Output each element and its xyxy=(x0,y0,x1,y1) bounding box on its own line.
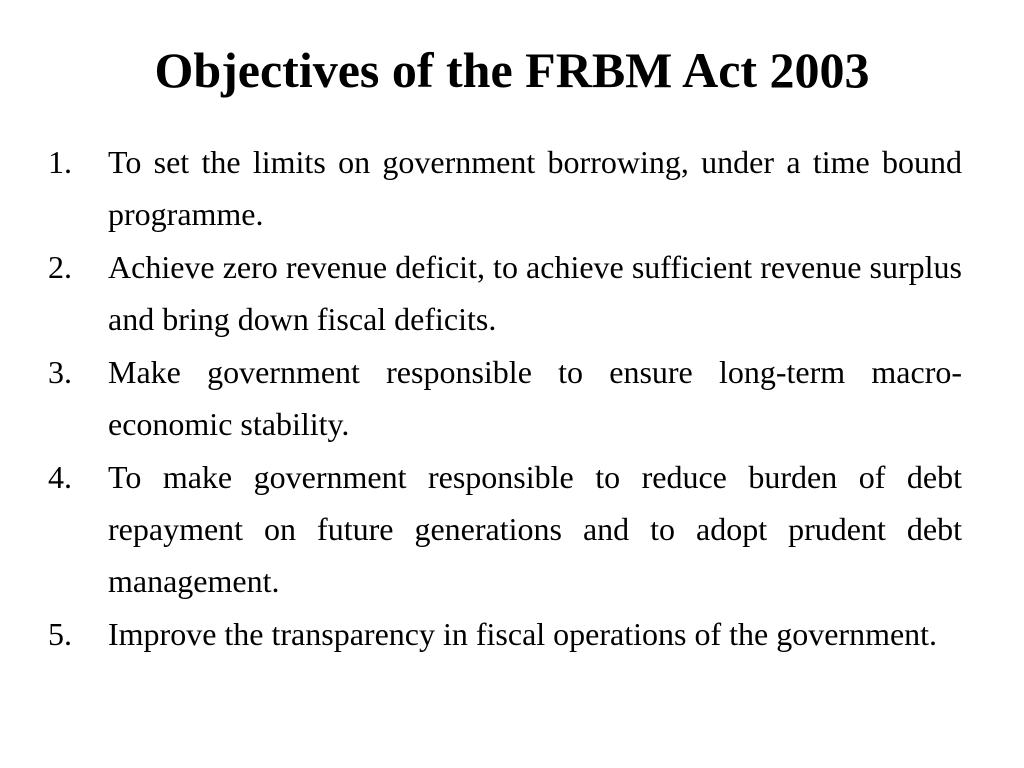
objective-number: 1. xyxy=(48,144,72,180)
objective-item xyxy=(48,608,962,660)
objective-text: To set the limits on government borrowing, under a time bound programme. xyxy=(108,144,962,232)
objective-number: 4. xyxy=(48,459,72,495)
objective-text: Make government responsible to ensure long-term macro- economic stability. xyxy=(108,354,962,442)
objective-text: To make government responsible to reduce burden of debt repayment on future generations and to adopt prudent debt management. xyxy=(108,459,962,599)
objective-number: 3. xyxy=(48,354,72,390)
objective-text: Improve the transparency in fiscal operations of the government. xyxy=(108,616,938,652)
objective-item xyxy=(48,136,962,240)
objective-item xyxy=(48,346,962,450)
objective-item xyxy=(48,241,962,345)
objective-item xyxy=(48,451,962,607)
objectives-list xyxy=(48,136,962,661)
objective-number: 2. xyxy=(48,249,72,285)
slide-title: Objectives of the FRBM Act 2003 xyxy=(154,42,870,98)
objective-text: Achieve zero revenue deficit, to achieve sufficient revenue surplus and bring down fiscal deficits. xyxy=(108,249,962,337)
objective-number: 5. xyxy=(48,616,72,652)
